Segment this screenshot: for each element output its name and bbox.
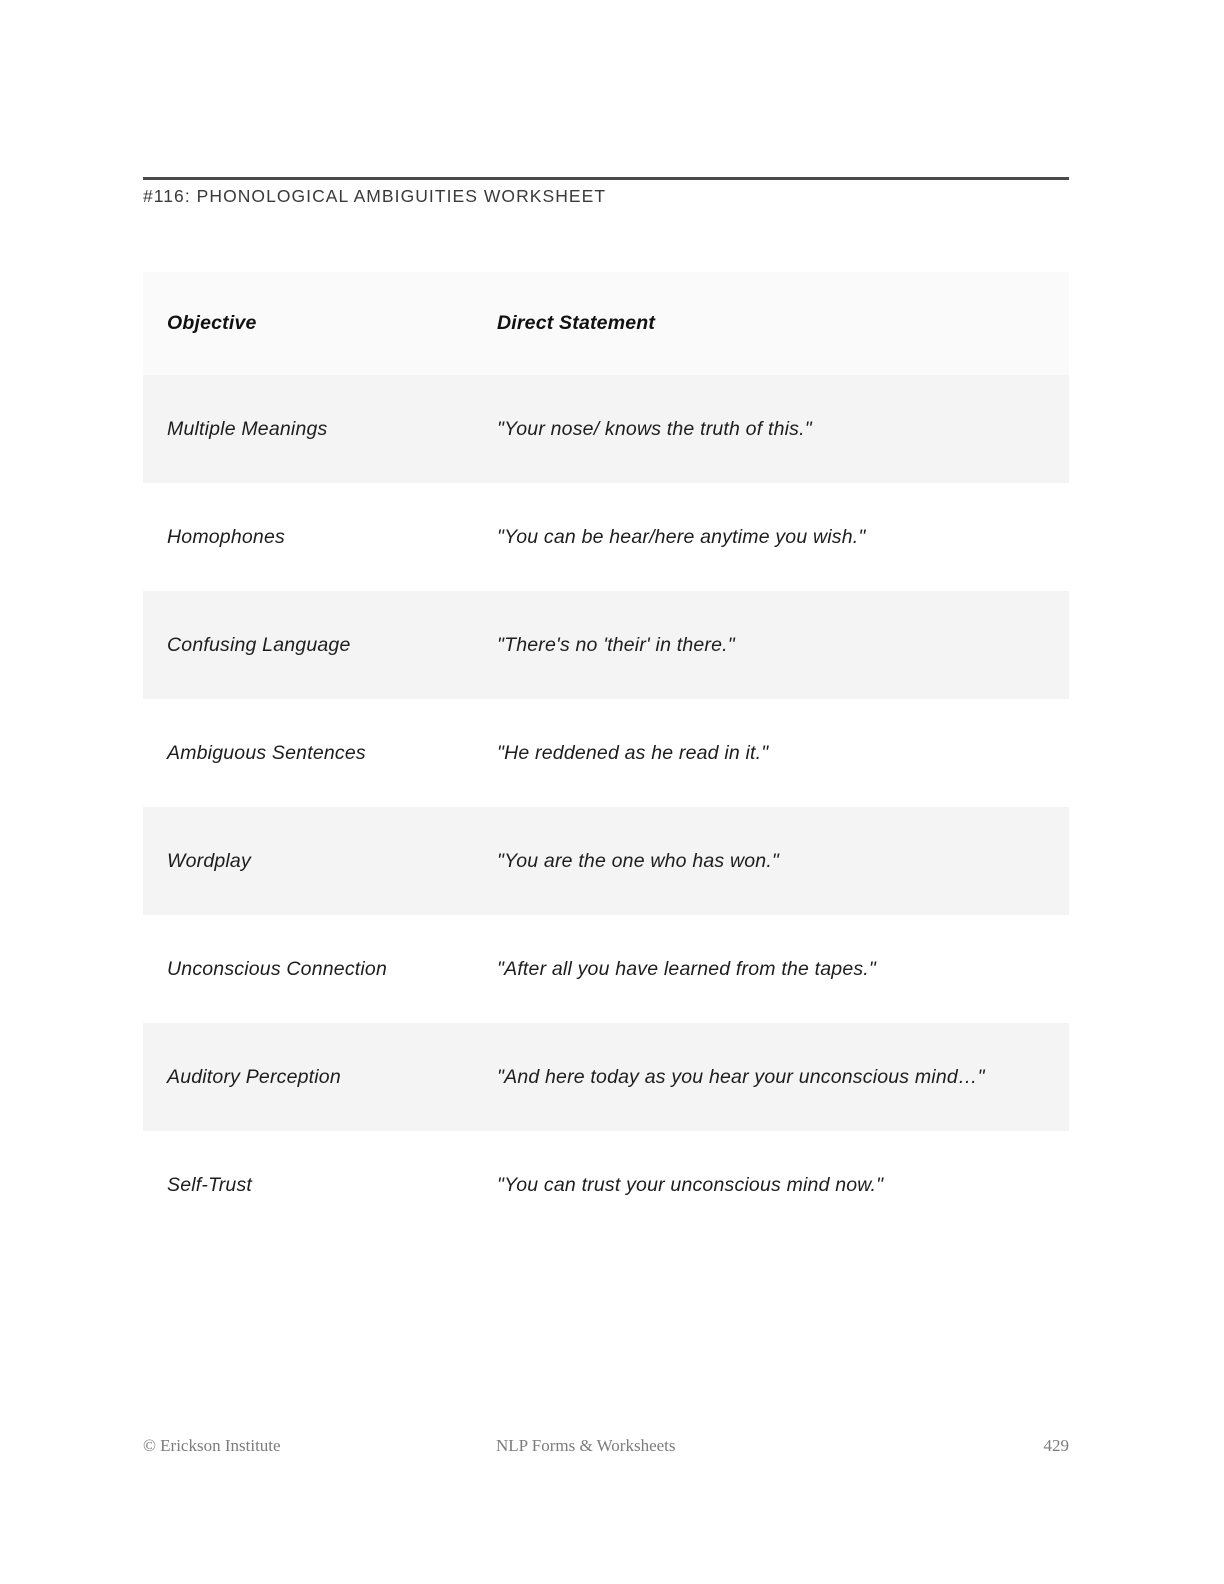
cell-objective: Self-Trust	[167, 1173, 253, 1196]
page-title	[143, 186, 606, 207]
cell-direct-statement: "You are the one who has won."	[497, 849, 780, 872]
cell-direct-statement: "There's no 'their' in there."	[497, 633, 735, 656]
page-title-text: #116: PHONOLOGICAL AMBIGUITIES WORKSHEET	[143, 186, 607, 206]
table-header-row	[143, 272, 1069, 375]
footer-page-number: 429	[1043, 1436, 1069, 1455]
cell-objective: Homophones	[167, 525, 285, 548]
cell-objective: Wordplay	[167, 849, 251, 872]
table-row	[143, 1023, 1069, 1131]
cell-objective: Unconscious Connection	[167, 957, 387, 980]
table-row	[143, 591, 1069, 699]
ambiguities-table	[143, 272, 1069, 1239]
table-row	[143, 1131, 1069, 1239]
column-header-objective: Objective	[167, 312, 257, 334]
table-row	[143, 375, 1069, 483]
cell-direct-statement: "You can trust your unconscious mind now."	[497, 1173, 884, 1196]
cell-direct-statement: "After all you have learned from the tapes."	[497, 957, 877, 980]
page-footer	[143, 1436, 1069, 1456]
header-divider	[143, 177, 1069, 180]
cell-direct-statement: "You can be hear/here anytime you wish."	[497, 525, 866, 548]
table-row	[143, 915, 1069, 1023]
cell-objective: Multiple Meanings	[167, 417, 328, 440]
table-row	[143, 807, 1069, 915]
footer-section-title: NLP Forms & Worksheets	[496, 1436, 676, 1455]
cell-direct-statement: "Your nose/ knows the truth of this."	[497, 417, 812, 440]
cell-direct-statement: "And here today as you hear your unconscious mind…"	[497, 1065, 985, 1088]
column-header-direct-statement: Direct Statement	[497, 312, 656, 334]
footer-copyright: © Erickson Institute	[143, 1436, 281, 1455]
table-row	[143, 483, 1069, 591]
table-row	[143, 699, 1069, 807]
cell-objective: Ambiguous Sentences	[167, 741, 366, 764]
cell-objective: Auditory Perception	[167, 1065, 341, 1088]
cell-direct-statement: "He reddened as he read in it."	[497, 741, 769, 764]
cell-objective: Confusing Language	[167, 633, 351, 656]
